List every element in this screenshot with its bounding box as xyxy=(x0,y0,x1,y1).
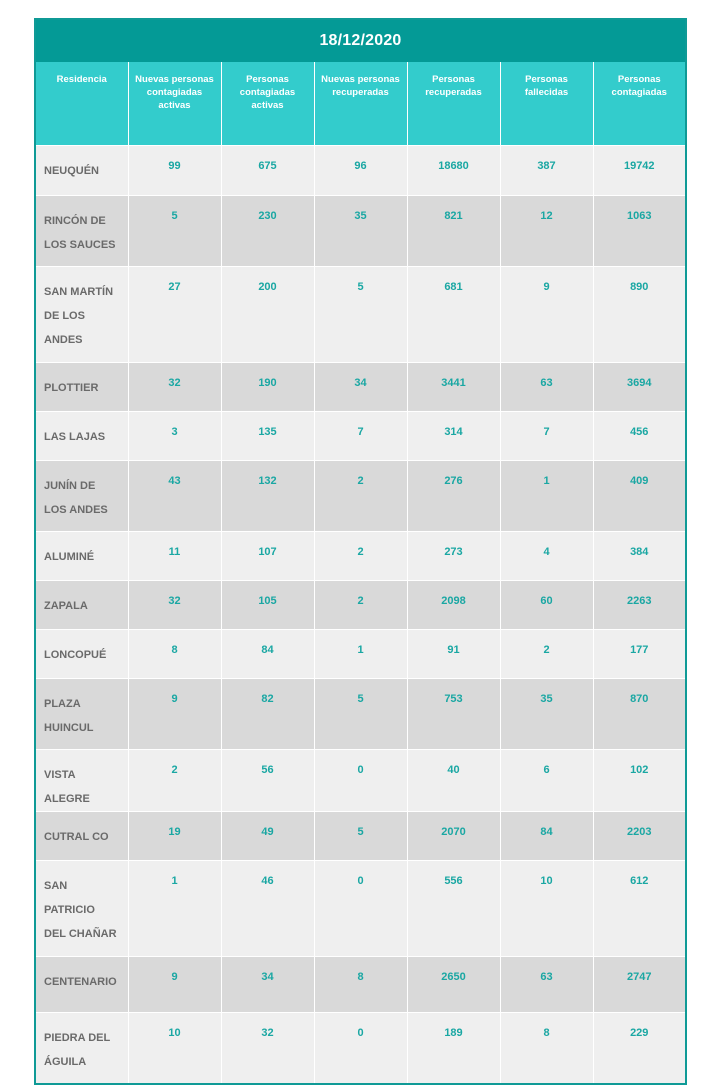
residencia-cell: ALUMINÉ xyxy=(36,531,128,580)
table-title-date: 18/12/2020 xyxy=(36,20,685,62)
recuperadas-cell: 314 xyxy=(407,411,500,460)
table-row xyxy=(36,145,685,195)
contagiadas-activas-cell: 200 xyxy=(221,266,314,362)
nuevas-recuperadas-cell: 1 xyxy=(314,629,407,678)
residencia-cell: JUNÍN DE LOS ANDES xyxy=(36,460,128,531)
fallecidas-cell: 387 xyxy=(500,145,593,195)
recuperadas-cell: 821 xyxy=(407,195,500,266)
recuperadas-cell: 40 xyxy=(407,749,500,811)
contagiadas-cell: 890 xyxy=(593,266,685,362)
recuperadas-cell: 273 xyxy=(407,531,500,580)
contagiadas-activas-cell: 82 xyxy=(221,678,314,749)
nuevas-recuperadas-cell: 0 xyxy=(314,1012,407,1083)
residencia-cell: CUTRAL CO xyxy=(36,811,128,860)
contagiadas-activas-cell: 46 xyxy=(221,860,314,956)
nuevas-recuperadas-cell: 0 xyxy=(314,749,407,811)
fallecidas-cell: 8 xyxy=(500,1012,593,1083)
table-row xyxy=(36,1012,685,1083)
contagiadas-cell: 384 xyxy=(593,531,685,580)
nuevas-contagiadas-activas-cell: 1 xyxy=(128,860,221,956)
contagiadas-cell: 456 xyxy=(593,411,685,460)
table-row xyxy=(36,411,685,460)
contagiadas-activas-cell: 84 xyxy=(221,629,314,678)
nuevas-contagiadas-activas-cell: 32 xyxy=(128,362,221,411)
contagiadas-activas-cell: 49 xyxy=(221,811,314,860)
nuevas-contagiadas-activas-cell: 2 xyxy=(128,749,221,811)
recuperadas-cell: 18680 xyxy=(407,145,500,195)
contagiadas-activas-cell: 32 xyxy=(221,1012,314,1083)
table-row xyxy=(36,956,685,1012)
contagiadas-cell: 2263 xyxy=(593,580,685,629)
fallecidas-cell: 1 xyxy=(500,460,593,531)
contagiadas-cell: 3694 xyxy=(593,362,685,411)
table-row xyxy=(36,860,685,956)
table-row xyxy=(36,749,685,811)
residencia-cell: SAN PATRICIO DEL CHAÑAR xyxy=(36,860,128,956)
residencia-cell: LONCOPUÉ xyxy=(36,629,128,678)
table-row xyxy=(36,460,685,531)
residencia-cell: NEUQUÉN xyxy=(36,145,128,195)
recuperadas-cell: 2070 xyxy=(407,811,500,860)
recuperadas-cell: 556 xyxy=(407,860,500,956)
table-row xyxy=(36,678,685,749)
header-contagiadas: Personas contagiadas xyxy=(593,62,685,145)
contagiadas-activas-cell: 190 xyxy=(221,362,314,411)
nuevas-contagiadas-activas-cell: 3 xyxy=(128,411,221,460)
contagiadas-activas-cell: 105 xyxy=(221,580,314,629)
contagiadas-cell: 19742 xyxy=(593,145,685,195)
nuevas-contagiadas-activas-cell: 10 xyxy=(128,1012,221,1083)
contagiadas-cell: 177 xyxy=(593,629,685,678)
fallecidas-cell: 63 xyxy=(500,956,593,1012)
recuperadas-cell: 681 xyxy=(407,266,500,362)
residencia-cell: ZAPALA xyxy=(36,580,128,629)
header-row xyxy=(36,62,685,145)
nuevas-contagiadas-activas-cell: 8 xyxy=(128,629,221,678)
contagiadas-cell: 2203 xyxy=(593,811,685,860)
nuevas-recuperadas-cell: 96 xyxy=(314,145,407,195)
table-row xyxy=(36,531,685,580)
recuperadas-cell: 2098 xyxy=(407,580,500,629)
residency-table xyxy=(36,62,685,1083)
table-row xyxy=(36,362,685,411)
fallecidas-cell: 60 xyxy=(500,580,593,629)
recuperadas-cell: 753 xyxy=(407,678,500,749)
nuevas-recuperadas-cell: 2 xyxy=(314,580,407,629)
recuperadas-cell: 2650 xyxy=(407,956,500,1012)
header-recuperadas: Personas recuperadas xyxy=(407,62,500,145)
fallecidas-cell: 12 xyxy=(500,195,593,266)
residencia-cell: PIEDRA DEL ÁGUILA xyxy=(36,1012,128,1083)
contagiadas-activas-cell: 230 xyxy=(221,195,314,266)
fallecidas-cell: 10 xyxy=(500,860,593,956)
fallecidas-cell: 9 xyxy=(500,266,593,362)
nuevas-recuperadas-cell: 5 xyxy=(314,811,407,860)
residencia-cell: LAS LAJAS xyxy=(36,411,128,460)
nuevas-recuperadas-cell: 35 xyxy=(314,195,407,266)
contagiadas-activas-cell: 107 xyxy=(221,531,314,580)
nuevas-contagiadas-activas-cell: 9 xyxy=(128,956,221,1012)
contagiadas-activas-cell: 675 xyxy=(221,145,314,195)
nuevas-contagiadas-activas-cell: 11 xyxy=(128,531,221,580)
table-row xyxy=(36,195,685,266)
residencia-cell: CENTENARIO xyxy=(36,956,128,1012)
recuperadas-cell: 3441 xyxy=(407,362,500,411)
contagiadas-cell: 1063 xyxy=(593,195,685,266)
fallecidas-cell: 7 xyxy=(500,411,593,460)
nuevas-contagiadas-activas-cell: 32 xyxy=(128,580,221,629)
nuevas-contagiadas-activas-cell: 9 xyxy=(128,678,221,749)
nuevas-contagiadas-activas-cell: 43 xyxy=(128,460,221,531)
nuevas-contagiadas-activas-cell: 19 xyxy=(128,811,221,860)
table-row xyxy=(36,811,685,860)
covid-table xyxy=(34,18,687,1085)
recuperadas-cell: 276 xyxy=(407,460,500,531)
nuevas-contagiadas-activas-cell: 5 xyxy=(128,195,221,266)
table-row xyxy=(36,266,685,362)
fallecidas-cell: 63 xyxy=(500,362,593,411)
residencia-cell: VISTA ALEGRE xyxy=(36,749,128,811)
fallecidas-cell: 2 xyxy=(500,629,593,678)
table-row xyxy=(36,580,685,629)
contagiadas-activas-cell: 34 xyxy=(221,956,314,1012)
nuevas-contagiadas-activas-cell: 99 xyxy=(128,145,221,195)
fallecidas-cell: 35 xyxy=(500,678,593,749)
nuevas-recuperadas-cell: 7 xyxy=(314,411,407,460)
contagiadas-cell: 229 xyxy=(593,1012,685,1083)
header-nuevas-contagiadas-activas: Nuevas personas contagiadas activas xyxy=(128,62,221,145)
contagiadas-cell: 102 xyxy=(593,749,685,811)
contagiadas-activas-cell: 132 xyxy=(221,460,314,531)
fallecidas-cell: 4 xyxy=(500,531,593,580)
residencia-cell: PLOTTIER xyxy=(36,362,128,411)
header-nuevas-recuperadas: Nuevas personas recuperadas xyxy=(314,62,407,145)
contagiadas-cell: 612 xyxy=(593,860,685,956)
contagiadas-cell: 2747 xyxy=(593,956,685,1012)
fallecidas-cell: 6 xyxy=(500,749,593,811)
table-row xyxy=(36,629,685,678)
header-fallecidas: Personas fallecidas xyxy=(500,62,593,145)
contagiadas-activas-cell: 56 xyxy=(221,749,314,811)
residencia-cell: SAN MARTÍN DE LOS ANDES xyxy=(36,266,128,362)
nuevas-recuperadas-cell: 34 xyxy=(314,362,407,411)
header-contagiadas-activas: Personas contagiadas activas xyxy=(221,62,314,145)
contagiadas-activas-cell: 135 xyxy=(221,411,314,460)
fallecidas-cell: 84 xyxy=(500,811,593,860)
nuevas-recuperadas-cell: 2 xyxy=(314,460,407,531)
contagiadas-cell: 409 xyxy=(593,460,685,531)
contagiadas-cell: 870 xyxy=(593,678,685,749)
residencia-cell: RINCÓN DE LOS SAUCES xyxy=(36,195,128,266)
residencia-cell: PLAZA HUINCUL xyxy=(36,678,128,749)
nuevas-recuperadas-cell: 2 xyxy=(314,531,407,580)
nuevas-recuperadas-cell: 8 xyxy=(314,956,407,1012)
nuevas-recuperadas-cell: 5 xyxy=(314,678,407,749)
header-residencia: Residencia xyxy=(36,62,128,145)
recuperadas-cell: 91 xyxy=(407,629,500,678)
nuevas-contagiadas-activas-cell: 27 xyxy=(128,266,221,362)
recuperadas-cell: 189 xyxy=(407,1012,500,1083)
nuevas-recuperadas-cell: 0 xyxy=(314,860,407,956)
nuevas-recuperadas-cell: 5 xyxy=(314,266,407,362)
